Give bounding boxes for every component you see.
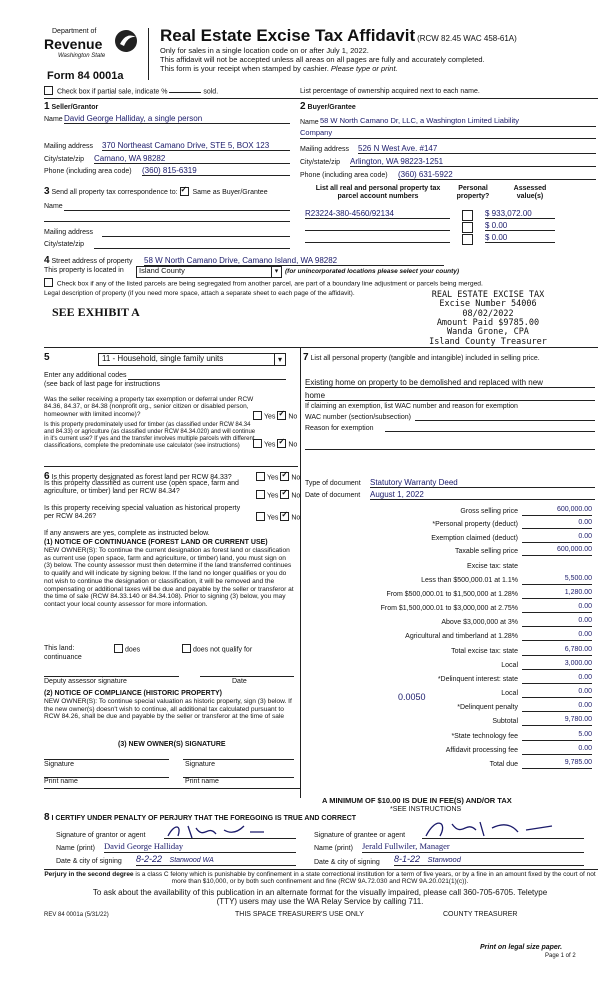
seller-name-row bbox=[44, 116, 290, 124]
personal-property-checkbox[interactable] bbox=[462, 234, 473, 245]
county-select[interactable] bbox=[136, 266, 282, 278]
exemption-no-checkbox[interactable] bbox=[277, 411, 286, 420]
corr-name-field[interactable] bbox=[64, 210, 290, 211]
assessed-col-header: Assessed value(s) bbox=[513, 185, 547, 201]
form-number: Form 84 0001a bbox=[47, 70, 124, 82]
property-street-row bbox=[44, 255, 598, 267]
rcw-text: (RCW 82.45 WAC 458-61A) bbox=[417, 34, 517, 43]
current-use-yes-checkbox[interactable] bbox=[256, 490, 265, 499]
grantor-sig-label: Signature of grantor or agent bbox=[56, 832, 146, 839]
grantee-date-label: Date & city of signing bbox=[314, 859, 380, 866]
grantor-signature[interactable] bbox=[164, 822, 296, 839]
certify-text: I CERTIFY UNDER PENALTY OF PERJURY THAT THE FOREGOING IS TRUE AND CORRECT bbox=[51, 815, 357, 822]
parcel-row bbox=[305, 233, 595, 244]
header-line3 bbox=[160, 65, 398, 74]
owner-print-label: Print name bbox=[44, 778, 78, 785]
exemption-instructions: If claiming an exemption, list WAC number and reason for exemption bbox=[305, 403, 518, 410]
calc-value[interactable]: 600,000.00 bbox=[522, 506, 592, 516]
codes-instructions: (see back of last page for instructions bbox=[44, 381, 160, 388]
legal-label: Legal description of property (if you need more space, attach a separate sheet to each page of the affidavit). bbox=[44, 290, 355, 297]
seller-phone-row bbox=[44, 168, 290, 176]
parcel-row bbox=[305, 221, 595, 232]
this-land-row bbox=[44, 645, 294, 653]
parcel-col-header: List all real and personal property tax parcel account numbers bbox=[315, 185, 441, 201]
perjury-note bbox=[44, 871, 596, 886]
street-field[interactable]: 58 W North Camano Drive, Camano Island, WA 98282 bbox=[144, 256, 444, 266]
assessed-value[interactable]: $ 0.00 bbox=[485, 221, 555, 231]
buyer-phone-row bbox=[300, 172, 596, 180]
seller-name-field[interactable]: David George Halliday, a single person bbox=[64, 114, 290, 124]
sec7-num: 7 bbox=[303, 352, 309, 363]
this-land-label: This land: bbox=[44, 645, 75, 652]
buyer-mailing-field[interactable]: 526 N West Ave. #147 bbox=[358, 144, 596, 154]
stamp-line: Island County Treasurer bbox=[429, 336, 547, 347]
calc-label: Affidavit processing fee bbox=[445, 747, 518, 754]
buyer-city-field[interactable]: Arlington, WA 98223-1251 bbox=[350, 157, 596, 167]
current-use-no-checkbox[interactable] bbox=[280, 490, 289, 499]
personal-property-field[interactable]: Existing home on property to be demolished and replaced with new bbox=[305, 378, 595, 388]
buyer-name-label: Name bbox=[300, 119, 319, 126]
seller-num: 1 bbox=[44, 101, 50, 112]
seller-phone-field[interactable]: (360) 815-6319 bbox=[142, 166, 290, 176]
calc-value[interactable]: 0.00 bbox=[522, 702, 592, 712]
historical-no-checkbox[interactable] bbox=[280, 512, 289, 521]
corr-city-field[interactable] bbox=[94, 248, 290, 249]
grantee-date: 8-1-22 bbox=[394, 854, 421, 864]
signature-scribble-icon bbox=[164, 822, 284, 840]
calc-value[interactable]: 0.00 bbox=[522, 519, 592, 529]
owner-sig-label-2: Signature bbox=[185, 761, 215, 768]
notice2-text: NEW OWNER(S): To continue special valuation as historic property, sign (3) below. If the new owner(s) doesn't wish to continue, all additional tax calculated pursuant to RCW 84.26, shall be due and payable by the seller or transferor at the time of sale bbox=[44, 698, 292, 721]
parcel-number[interactable]: R23224-380-4560/92134 bbox=[305, 209, 450, 219]
buyer-mailing-row bbox=[300, 146, 596, 154]
seller-city-row bbox=[44, 156, 290, 164]
deputy-date-label: Date bbox=[232, 678, 247, 685]
calc-label: Exemption claimed (deduct) bbox=[431, 535, 518, 542]
grantor-date-label: Date & city of signing bbox=[56, 858, 122, 865]
perjury-text: is a class C felony which is punishable by confinement in a state correctional institution for a term of five years, or by a fine in an amount fixed by the court of not more than $10,000, or by both such confinement and fine (RCW 9A.72.030 and RCW 9A.20.021(1)(c)). bbox=[135, 871, 596, 886]
historical-yes-checkbox[interactable] bbox=[256, 512, 265, 521]
partial-pct-field[interactable] bbox=[169, 92, 201, 93]
seller-city-field[interactable]: Camano, WA 98282 bbox=[94, 154, 290, 164]
same-as-buyer-checkbox[interactable] bbox=[180, 187, 189, 196]
grantor-name-field[interactable]: David George Halliday bbox=[104, 842, 296, 853]
form-title bbox=[160, 26, 517, 46]
owner-sig-label: Signature bbox=[44, 761, 74, 768]
does-label: does bbox=[125, 646, 141, 654]
see-instructions: *SEE INSTRUCTIONS bbox=[390, 806, 462, 813]
chevron-down-icon[interactable]: ▾ bbox=[274, 354, 285, 365]
doc-date-field[interactable]: August 1, 2022 bbox=[370, 490, 595, 500]
wa-logo-icon bbox=[112, 28, 140, 54]
if-yes-note: If any answers are yes, complete as instructed below. bbox=[44, 530, 210, 537]
personal-col-header: Personal property? bbox=[456, 185, 490, 201]
exemption-yes-no bbox=[253, 412, 297, 421]
calc-value[interactable]: 5,500.00 bbox=[522, 575, 592, 585]
reason-label: Reason for exemption bbox=[305, 425, 374, 432]
calc-label: Excise tax: state bbox=[467, 563, 518, 570]
calc-label: Total due bbox=[489, 761, 518, 768]
buyer-name-field[interactable]: 58 W North Camano Dr, LLC, a Washington Limited Liability bbox=[320, 117, 596, 127]
historical-question: Is this property receiving special valuation as historical property per RCW 84.26? bbox=[44, 505, 241, 521]
calc-value[interactable]: 0.00 bbox=[522, 674, 592, 684]
no-label: No bbox=[288, 441, 298, 449]
uninc-note: (for unincorporated locations please select your county) bbox=[285, 268, 460, 275]
calc-label: Local bbox=[501, 690, 518, 697]
no-label: No bbox=[291, 514, 301, 522]
deputy-sig-label: Deputy assessor signature bbox=[44, 678, 127, 685]
buyer-phone-label: Phone (including area code) bbox=[300, 172, 388, 179]
calc-value[interactable]: 9,785.00 bbox=[522, 759, 592, 769]
stamp-line: 08/02/2022 bbox=[462, 308, 514, 319]
doc-type-label: Type of document bbox=[305, 480, 361, 487]
alt-format-line2: (TTY) users may use the WA Relay Service by calling 711. bbox=[216, 897, 424, 907]
signature-scribble-icon bbox=[422, 818, 562, 840]
calc-value[interactable]: 1,280.00 bbox=[522, 589, 592, 599]
located-label: This property is located in bbox=[44, 267, 124, 274]
partial-sale-label: Check box if partial sale, indicate % bbox=[56, 88, 168, 96]
title-text: Real Estate Excise Tax Affidavit bbox=[160, 26, 416, 45]
current-use-yes-no bbox=[256, 491, 300, 500]
forest-yes-checkbox[interactable] bbox=[256, 472, 265, 481]
calc-label: Total excise tax: state bbox=[451, 648, 518, 655]
corr-num: 3 bbox=[44, 186, 50, 197]
stamp-line: Amount Paid $9785.00 bbox=[436, 318, 540, 329]
wac-label: WAC number (section/subsection) bbox=[305, 414, 411, 421]
buyer-num: 2 bbox=[300, 101, 306, 112]
legal-description[interactable]: SEE EXHIBIT A bbox=[52, 305, 140, 319]
grantor-date: 8-2-22 bbox=[136, 854, 163, 864]
yes-label: Yes bbox=[264, 413, 276, 421]
dept-line1: Department of bbox=[52, 28, 97, 35]
street-label: Street address of property bbox=[51, 258, 133, 265]
list-pct-note: List percentage of ownership acquired next to each name. bbox=[300, 88, 480, 95]
buyer-name-field-2[interactable]: Company bbox=[300, 129, 596, 139]
grantor-name-row bbox=[56, 841, 296, 853]
calc-value[interactable]: 0.00 bbox=[522, 617, 592, 627]
yes-label: Yes bbox=[267, 474, 279, 482]
does-not-label: does not qualify for bbox=[193, 646, 253, 654]
sec8-num: 8 bbox=[44, 812, 50, 823]
calc-value[interactable]: 0.00 bbox=[522, 688, 592, 698]
corr-city-row bbox=[44, 241, 290, 249]
timber-yes-no bbox=[253, 440, 297, 449]
yes-label: Yes bbox=[267, 514, 279, 522]
header-line3a: This form is your receipt when stamped by cashier. bbox=[160, 64, 329, 73]
calc-label: Above $3,000,000 at 3% bbox=[441, 619, 518, 626]
grantee-name-row bbox=[314, 841, 584, 853]
continuance-label: continuance bbox=[44, 654, 82, 661]
seller-phone-label: Phone (including area code) bbox=[44, 168, 132, 175]
calc-label: Taxable selling price bbox=[454, 548, 518, 555]
header-line2: This affidavit will not be accepted unless all areas on all pages are fully and accurately completed. bbox=[160, 55, 485, 64]
corr-heading bbox=[44, 186, 268, 198]
segregated-row bbox=[44, 279, 483, 288]
buyer-name-row bbox=[300, 116, 596, 127]
calc-label: Gross selling price bbox=[460, 508, 518, 515]
calc-label: From $500,000.01 to $1,500,000 at 1.28% bbox=[386, 591, 518, 598]
alt-format-line1: To ask about the availability of this publication in an alternate format for the visually impaired, please call 360-705-6705. Teletype bbox=[92, 888, 548, 897]
grantor-sig-row bbox=[56, 832, 296, 840]
use-code-value: 11 - Household, single family units bbox=[102, 354, 224, 363]
calc-value[interactable]: 3,000.00 bbox=[522, 660, 592, 670]
calc-value[interactable]: 0.00 bbox=[522, 745, 592, 755]
grantee-sig-label: Signature of grantee or agent bbox=[314, 832, 406, 839]
seller-mailing-row bbox=[44, 143, 290, 151]
dor-logo bbox=[44, 28, 142, 68]
seller-mailing-label: Mailing address bbox=[44, 143, 94, 150]
grantor-city: Stanwood WA bbox=[169, 857, 214, 864]
wac-row bbox=[305, 414, 595, 422]
corr-name-label: Name bbox=[44, 203, 63, 210]
buyer-phone-field[interactable]: (360) 631-5922 bbox=[398, 170, 596, 180]
notice1-text: NEW OWNER(S): To continue the current designation as forest land or classification as current use (open space, farm and agriculture, or timber) land, you must sign on (3) below. The county assessor must then determine if the land transferred continues to qualify and will indicate by signing below. If the land no longer qualifies or you do not wish to continue the designation or classification, it will be removed and the compensating or additional taxes will be due and payable by the seller or transferor at the time of sale (RCW 84.33.140 or 84.34.108). Prior to signing (3) below, you may contact your local county assessor for more information. bbox=[44, 547, 294, 608]
dept-line3: Washington State bbox=[58, 53, 106, 59]
personal-property-checkbox[interactable] bbox=[462, 210, 473, 221]
calc-label: Agricultural and timberland at 1.28% bbox=[405, 633, 518, 640]
stamp-line: Wanda Grone, CPA bbox=[447, 327, 529, 338]
calc-label: Less than $500,000.01 at 1.1% bbox=[421, 577, 518, 584]
calc-value[interactable]: 9,780.00 bbox=[522, 716, 592, 726]
seller-heading bbox=[44, 101, 98, 113]
calc-value[interactable]: 6,780.00 bbox=[522, 646, 592, 656]
additional-codes-field[interactable] bbox=[128, 372, 286, 380]
exemption-question: Was the seller receiving a property tax exemption or deferral under RCW 84.36, 84.37, or 84.38 (nonprofit org., senior citizen or disabled person, homeowner with limited income)? bbox=[44, 396, 254, 418]
timber-question: Is this property predominately used for timber (as classified under RCW 84.34 and 84.33) or agriculture (as classified under RCW 84.34.020) and will continue in it's current use? If yes and the transfer involves multiple parcels with different classifications, complete the predominate use calculator (see instructions) bbox=[44, 422, 256, 449]
buyer-heading-text: Buyer/Grantee bbox=[307, 104, 356, 111]
corr-mailing-row bbox=[44, 229, 290, 237]
use-code-select[interactable] bbox=[98, 353, 286, 366]
grantee-city: Stanwood bbox=[427, 855, 461, 864]
calc-value[interactable]: 0.00 bbox=[522, 533, 592, 543]
personal-property-field-2[interactable]: home bbox=[305, 391, 595, 401]
grantee-signature[interactable] bbox=[422, 818, 584, 839]
personal-property-checkbox[interactable] bbox=[462, 222, 473, 233]
grantee-name-field[interactable]: Jerald Fullwiler, Manager bbox=[362, 842, 584, 853]
grantee-name-label: Name (print) bbox=[314, 845, 353, 852]
county-value: Island County bbox=[139, 266, 185, 275]
doc-type-row bbox=[305, 480, 595, 488]
stamp-line: Excise Number 54006 bbox=[439, 299, 537, 310]
calc-label: Local bbox=[501, 662, 518, 669]
grantee-sig-row bbox=[314, 832, 584, 840]
calc-label: *Personal property (deduct) bbox=[432, 521, 518, 528]
page-number: Page 1 of 2 bbox=[545, 953, 576, 959]
doc-date-row bbox=[305, 492, 595, 500]
chevron-down-icon[interactable]: ▾ bbox=[271, 267, 281, 277]
grantee-date-row bbox=[314, 854, 584, 867]
no-label: No bbox=[288, 413, 298, 421]
timber-yes-checkbox[interactable] bbox=[253, 439, 262, 448]
no-label: No bbox=[291, 492, 301, 500]
current-use-question: Is this property classified as current use (open space, farm and agriculture, or timber) land per RCW 84.34? bbox=[44, 480, 239, 496]
owner-print-label-2: Print name bbox=[185, 778, 219, 785]
grantor-date-field[interactable] bbox=[136, 854, 296, 866]
excise-receipt-stamp bbox=[425, 291, 551, 347]
timber-no-checkbox[interactable] bbox=[277, 439, 286, 448]
sec6-num: 6 bbox=[44, 471, 50, 482]
seller-city-label: City/state/zip bbox=[44, 156, 85, 163]
corr-city-label: City/state/zip bbox=[44, 241, 85, 248]
corr-mailing-label: Mailing address bbox=[44, 229, 94, 236]
sec7-heading bbox=[303, 352, 597, 364]
notice3-heading: (3) NEW OWNER(S) SIGNATURE bbox=[118, 741, 226, 748]
parcel-number[interactable] bbox=[305, 221, 450, 231]
stamp-line: REAL ESTATE EXCISE TAX bbox=[431, 290, 545, 300]
doc-type-field[interactable]: Statutory Warranty Deed bbox=[370, 478, 595, 488]
alt-format-note bbox=[44, 888, 596, 906]
corr-text: Send all property tax correspondence to: bbox=[51, 189, 178, 196]
perjury-bold: Perjury in the second degree bbox=[44, 871, 134, 878]
calc-label: *Delinquent penalty bbox=[457, 704, 518, 711]
seller-name-label: Name bbox=[44, 116, 63, 123]
yes-label: Yes bbox=[267, 492, 279, 500]
calc-value[interactable]: 0.00 bbox=[522, 631, 592, 641]
does-not-checkbox[interactable] bbox=[182, 644, 191, 653]
corr-mailing-field[interactable] bbox=[102, 236, 290, 237]
forest-no-checkbox[interactable] bbox=[280, 472, 289, 481]
header-line1: Only for sales in a single location code on or after July 1, 2022. bbox=[160, 46, 369, 55]
calc-value[interactable]: 600,000.00 bbox=[522, 546, 592, 556]
grantor-date-row bbox=[56, 854, 296, 866]
legal-size-note: Print on legal size paper. bbox=[480, 944, 563, 951]
county-treasurer-label: COUNTY TREASURER bbox=[443, 911, 518, 918]
sec7-text: List all personal property (tangible and intangible) included in selling price. bbox=[310, 355, 540, 362]
treasurer-use-only: THIS SPACE TREASURER'S USE ONLY bbox=[235, 911, 364, 918]
segregated-checkbox[interactable] bbox=[44, 278, 53, 287]
doc-date-label: Date of document bbox=[305, 492, 361, 499]
segregated-label: Check box if any of the listed parcels are being segregated from another parcel, are part of a boundary line adjustment or parcels being merged. bbox=[56, 280, 483, 288]
reason-row bbox=[305, 425, 595, 433]
exemption-yes-checkbox[interactable] bbox=[253, 411, 262, 420]
forest-yes-no bbox=[256, 473, 300, 482]
rev-number: REV 84 0001a (5/31/22) bbox=[44, 912, 109, 918]
additional-codes-label: Enter any additional codes bbox=[44, 372, 127, 379]
grantee-date-field[interactable] bbox=[394, 854, 584, 866]
calc-label: Subtotal bbox=[492, 718, 518, 725]
notice2-heading: (2) NOTICE OF COMPLIANCE (HISTORIC PROPERTY) bbox=[44, 690, 222, 697]
sec5-num: 5 bbox=[44, 352, 50, 363]
no-label: No bbox=[291, 474, 301, 482]
located-row bbox=[44, 267, 124, 275]
corr-name-row bbox=[44, 203, 290, 211]
forest-q-text: Is this property designated as forest land per RCW 84.33? bbox=[51, 474, 232, 481]
buyer-mailing-label: Mailing address bbox=[300, 146, 350, 153]
calc-label: *State technology fee bbox=[451, 733, 518, 740]
buyer-city-row bbox=[300, 159, 596, 167]
partial-sale-checkbox[interactable] bbox=[44, 86, 53, 95]
parcel-row bbox=[305, 209, 595, 220]
reason-field[interactable] bbox=[385, 431, 595, 432]
parcel-number[interactable] bbox=[305, 233, 450, 243]
local-rate: 0.0050 bbox=[398, 692, 426, 702]
buyer-city-label: City/state/zip bbox=[300, 159, 341, 166]
notice1-heading: (1) NOTICE OF CONTINUANCE (FOREST LAND OR CURRENT USE) bbox=[44, 539, 268, 546]
partial-sold-label: sold. bbox=[203, 88, 219, 96]
does-checkbox[interactable] bbox=[114, 644, 123, 653]
header-line3b: Please type or print. bbox=[330, 64, 398, 73]
assessed-value[interactable]: $ 933,072.00 bbox=[485, 209, 555, 219]
assessed-value[interactable]: $ 0.00 bbox=[485, 233, 555, 243]
dept-line2: Revenue bbox=[44, 36, 103, 52]
buyer-heading bbox=[300, 101, 356, 113]
calc-value[interactable]: 5.00 bbox=[522, 731, 592, 741]
seller-heading-text: Seller/Grantor bbox=[51, 104, 99, 111]
calc-label: From $1,500,000.01 to $3,000,000 at 2.75% bbox=[380, 605, 518, 612]
wac-field[interactable] bbox=[415, 420, 595, 421]
partial-sale-row bbox=[44, 87, 218, 96]
yes-label: Yes bbox=[264, 441, 276, 449]
minimum-due-note: A MINIMUM OF $10.00 IS DUE IN FEE(S) AND/OR TAX bbox=[322, 796, 512, 805]
property-num: 4 bbox=[44, 255, 50, 266]
historical-yes-no bbox=[256, 513, 300, 522]
calc-label: *Delinquent interest: state bbox=[437, 676, 518, 683]
same-as-buyer-label: Same as Buyer/Grantee bbox=[192, 189, 268, 196]
seller-mailing-field[interactable]: 370 Northeast Camano Drive, STE 5, BOX 123 bbox=[102, 141, 290, 151]
calc-value[interactable]: 0.00 bbox=[522, 603, 592, 613]
grantor-name-label: Name (print) bbox=[56, 845, 95, 852]
